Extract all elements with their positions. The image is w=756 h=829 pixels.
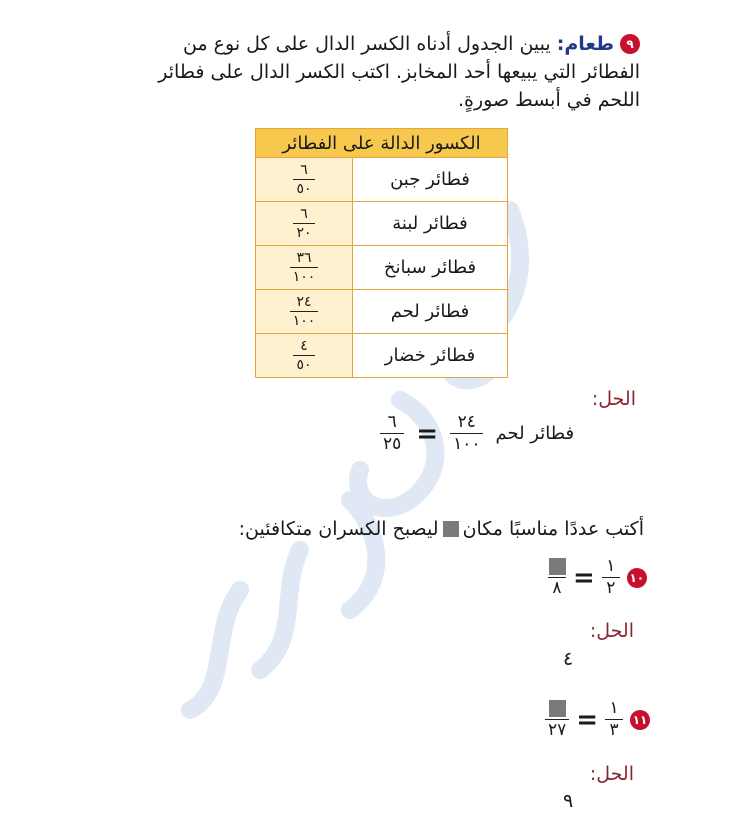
fraction-denominator: ٢ — [606, 578, 616, 598]
pastry-fraction — [256, 158, 353, 202]
pastry-fraction — [256, 290, 353, 334]
fraction-denominator: ٢٠ — [296, 225, 312, 241]
fraction-numerator: ٢٤ — [457, 412, 476, 432]
pastry-name: فطائر جبن — [353, 158, 508, 202]
fraction-denominator: ١٠٠ — [292, 313, 316, 329]
fraction-numerator: ٣٦ — [296, 250, 312, 266]
fraction-denominator: ٣ — [609, 720, 619, 740]
question-number-badge: ٩ — [620, 34, 640, 54]
placeholder-square-icon — [443, 521, 459, 537]
table-row — [256, 246, 508, 290]
pastry-fraction — [256, 246, 353, 290]
fraction-numerator: ٦ — [300, 162, 308, 178]
given-fraction — [602, 558, 620, 597]
fraction-denominator: ٢٥ — [383, 434, 402, 454]
fraction-denominator: ١٠٠ — [453, 434, 481, 454]
simplified-fraction — [380, 414, 404, 453]
pastry-name: فطائر سبانخ — [353, 246, 508, 290]
table-row — [256, 334, 508, 378]
fraction-bar — [290, 311, 319, 312]
fraction-denominator: ٨ — [552, 578, 562, 598]
fraction-numerator: ٢٤ — [296, 294, 312, 310]
fraction-denominator: ٢٧ — [548, 720, 567, 740]
fraction-numerator: ١ — [609, 698, 619, 718]
fraction-bar — [293, 179, 314, 180]
instruction-text-end: ليصبح الكسران متكافئين: — [238, 518, 439, 540]
given-fraction — [605, 700, 623, 739]
placeholder-square-icon — [549, 558, 566, 575]
question-number-badge: ١١ — [630, 710, 650, 730]
original-fraction — [450, 414, 483, 453]
fraction-denominator: ١٠٠ — [292, 269, 316, 285]
solution-label-10: الحل: — [589, 620, 634, 642]
fraction-numerator: ٦ — [300, 206, 308, 222]
equals-sign: = — [576, 704, 599, 735]
pastry-fraction — [256, 334, 353, 378]
fraction-bar — [293, 223, 314, 224]
answer-10: ٤ — [563, 648, 574, 670]
unknown-fraction — [545, 700, 569, 739]
table-row — [256, 202, 508, 246]
meat-pastry-label: فطائر لحم — [495, 423, 575, 444]
question-keyword: طعام: — [556, 33, 614, 55]
fractions-table — [255, 128, 508, 378]
fraction-numerator: ٦ — [387, 412, 397, 432]
problem-10 — [548, 558, 647, 597]
table-row — [256, 158, 508, 202]
placeholder-square-icon — [549, 700, 566, 717]
pastry-name: فطائر خضار — [353, 334, 508, 378]
solution-label-11: الحل: — [589, 763, 634, 785]
instruction — [239, 518, 644, 540]
table-row — [256, 290, 508, 334]
answer-11: ٩ — [563, 790, 574, 812]
problem-11 — [545, 700, 650, 739]
question-number-badge: ١٠ — [627, 568, 647, 588]
fraction-bar — [290, 267, 319, 268]
solution-label-9: الحل: — [591, 388, 636, 410]
fraction-numerator: ١ — [606, 556, 616, 576]
pastry-name: فطائر لبنة — [353, 202, 508, 246]
question-text: يبين الجدول أدناه الكسر الدال على كل نوع من الفطائر التي يبيعها أحد المخابز. اكتب الكسر الدال على فطائر اللحم في أبسط صورةٍ. — [158, 33, 640, 111]
equals-sign: = — [573, 562, 595, 593]
pastry-name: فطائر لحم — [353, 290, 508, 334]
unknown-fraction — [548, 558, 566, 597]
solution-equation-9 — [380, 414, 574, 453]
instruction-text-start: أكتب عددًا مناسبًا مكان — [462, 518, 644, 540]
fraction-numerator: ٤ — [300, 338, 308, 354]
pastry-fraction — [256, 202, 353, 246]
fraction-bar — [293, 355, 314, 356]
question-9 — [140, 30, 640, 114]
equals-sign: = — [416, 418, 439, 449]
table-header: الكسور الدالة على الفطائر — [256, 129, 508, 158]
fraction-denominator: ٥٠ — [296, 357, 312, 373]
fraction-denominator: ٥٠ — [296, 181, 312, 197]
